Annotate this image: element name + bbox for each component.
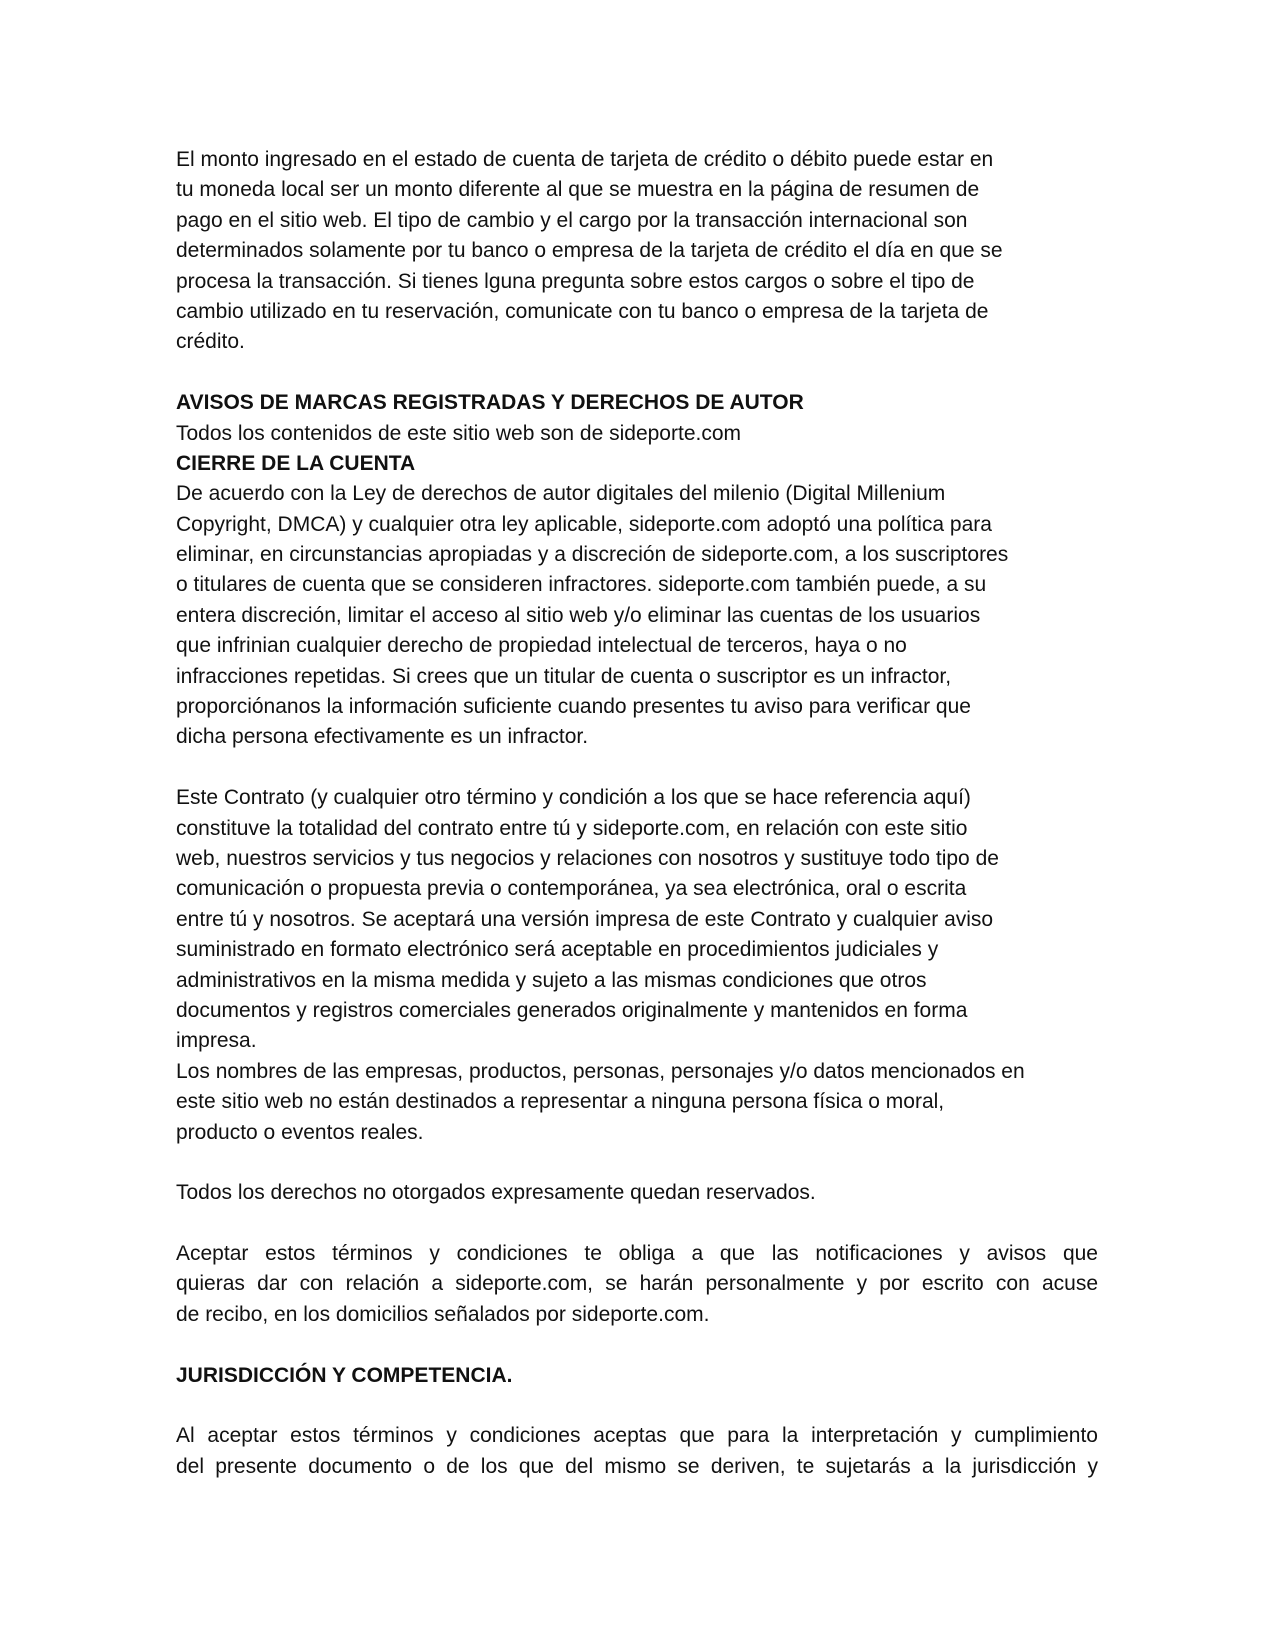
text-line: administrativos en la misma medida y sujeto a las mismas condiciones que otros: [176, 968, 927, 992]
text-line: crédito.: [176, 330, 245, 354]
text-line: cambio utilizado en tu reservación, comunicate con tu banco o empresa de la tarjeta de: [176, 299, 989, 323]
payment-paragraph: [176, 145, 1098, 358]
text-line: tu moneda local ser un monto diferente al que se muestra en la página de resumen de: [176, 178, 980, 202]
notifications-paragraph: [176, 1239, 1098, 1330]
text-line: quieras dar con relación a sideporte.com, se harán personalmente y por escrito con acuse: [176, 1272, 1098, 1296]
text-line: infracciones repetidas. Si crees que un titular de cuenta o suscriptor es un infractor,: [176, 664, 952, 688]
text-line: constituve la totalidad del contrato entre tú y sideporte.com, en relación con este sitio: [176, 816, 968, 840]
spacer: [176, 358, 1098, 388]
text-line: Copyright, DMCA) y cualquier otra ley aplicable, sideporte.com adoptó una política para: [176, 512, 992, 536]
jurisdiction-heading: JURISDICCIÓN Y COMPETENCIA.: [176, 1363, 513, 1387]
account-closure-heading: CIERRE DE LA CUENTA: [176, 451, 416, 475]
text-line: documentos y registros comerciales generados originalmente y mantenidos en forma: [176, 998, 968, 1022]
text-line: Aceptar estos términos y condiciones te obliga a que las notificaciones y avisos que: [176, 1242, 1098, 1266]
text-line: comunicación o propuesta previa o contemporánea, ya sea electrónica, oral o escrita: [176, 877, 967, 901]
text-line: web, nuestros servicios y tus negocios y relaciones con nosotros y sustituye todo tipo de: [176, 846, 999, 870]
text-line: producto o eventos reales.: [176, 1120, 424, 1144]
text-line: eliminar, en circunstancias apropiadas y a discreción de sideporte.com, a los suscriptores: [176, 543, 1009, 567]
contract-paragraph: [176, 783, 1098, 1057]
text-line: dicha persona efectivamente es un infractor.: [176, 725, 589, 749]
jurisdiction-paragraph: [176, 1421, 1098, 1482]
text-line: de recibo, en los domicilios señalados por sideporte.com.: [176, 1302, 710, 1326]
text-line: este sitio web no están destinados a representar a ninguna persona física o moral,: [176, 1090, 945, 1114]
text-line: De acuerdo con la Ley de derechos de autor digitales del milenio (Digital Millenium: [176, 482, 946, 506]
text-line: entre tú y nosotros. Se aceptará una versión impresa de este Contrato y cualquier aviso: [176, 907, 994, 931]
text-line: que infrinian cualquier derecho de propiedad intelectual de terceros, haya o no: [176, 634, 907, 658]
trademarks-heading: AVISOS DE MARCAS REGISTRADAS Y DERECHOS DE AUTOR: [176, 391, 804, 415]
text-line: Este Contrato (y cualquier otro término y condición a los que se hace referencia aquí): [176, 786, 971, 810]
spacer: [176, 1330, 1098, 1360]
text-line: determinados solamente por tu banco o empresa de la tarjeta de crédito el día en que se: [176, 239, 1003, 263]
text-line: pago en el sitio web. El tipo de cambio y el cargo por la transacción internacional son: [176, 208, 968, 232]
text-line: Los nombres de las empresas, productos, personas, personajes y/o datos mencionados en: [176, 1059, 1025, 1083]
names-disclaimer-paragraph: [176, 1057, 1098, 1148]
text-line: o titulares de cuenta que se consideren infractores. sideporte.com también puede, a su: [176, 573, 987, 597]
rights-reserved-text: Todos los derechos no otorgados expresamente quedan reservados.: [176, 1181, 816, 1205]
text-line: proporciónanos la información suficiente cuando presentes tu aviso para verificar que: [176, 695, 971, 719]
spacer: [176, 1209, 1098, 1239]
spacer: [176, 1391, 1098, 1421]
spacer: [176, 1148, 1098, 1178]
text-line: El monto ingresado en el estado de cuenta de tarjeta de crédito o débito puede estar en: [176, 148, 994, 171]
text-line: impresa.: [176, 1029, 257, 1053]
text-line: procesa la transacción. Si tienes lguna pregunta sobre estos cargos o sobre el tipo de: [176, 269, 975, 293]
text-line: del presente documento o de los que del mismo se deriven, te sujetarás a la jurisdicción y: [176, 1454, 1098, 1478]
text-line: Al aceptar estos términos y condiciones aceptas que para la interpretación y cumplimiento: [176, 1424, 1098, 1448]
text-line: entera discreción, limitar el acceso al sitio web y/o eliminar las cuentas de los usuarios: [176, 603, 981, 627]
document-page: [176, 145, 1098, 1482]
trademarks-text: Todos los contenidos de este sitio web son de sideporte.com: [176, 421, 742, 445]
spacer: [176, 753, 1098, 783]
text-line: suministrado en formato electrónico será aceptable en procedimientos judiciales y: [176, 938, 939, 962]
account-closure-paragraph: [176, 479, 1098, 753]
